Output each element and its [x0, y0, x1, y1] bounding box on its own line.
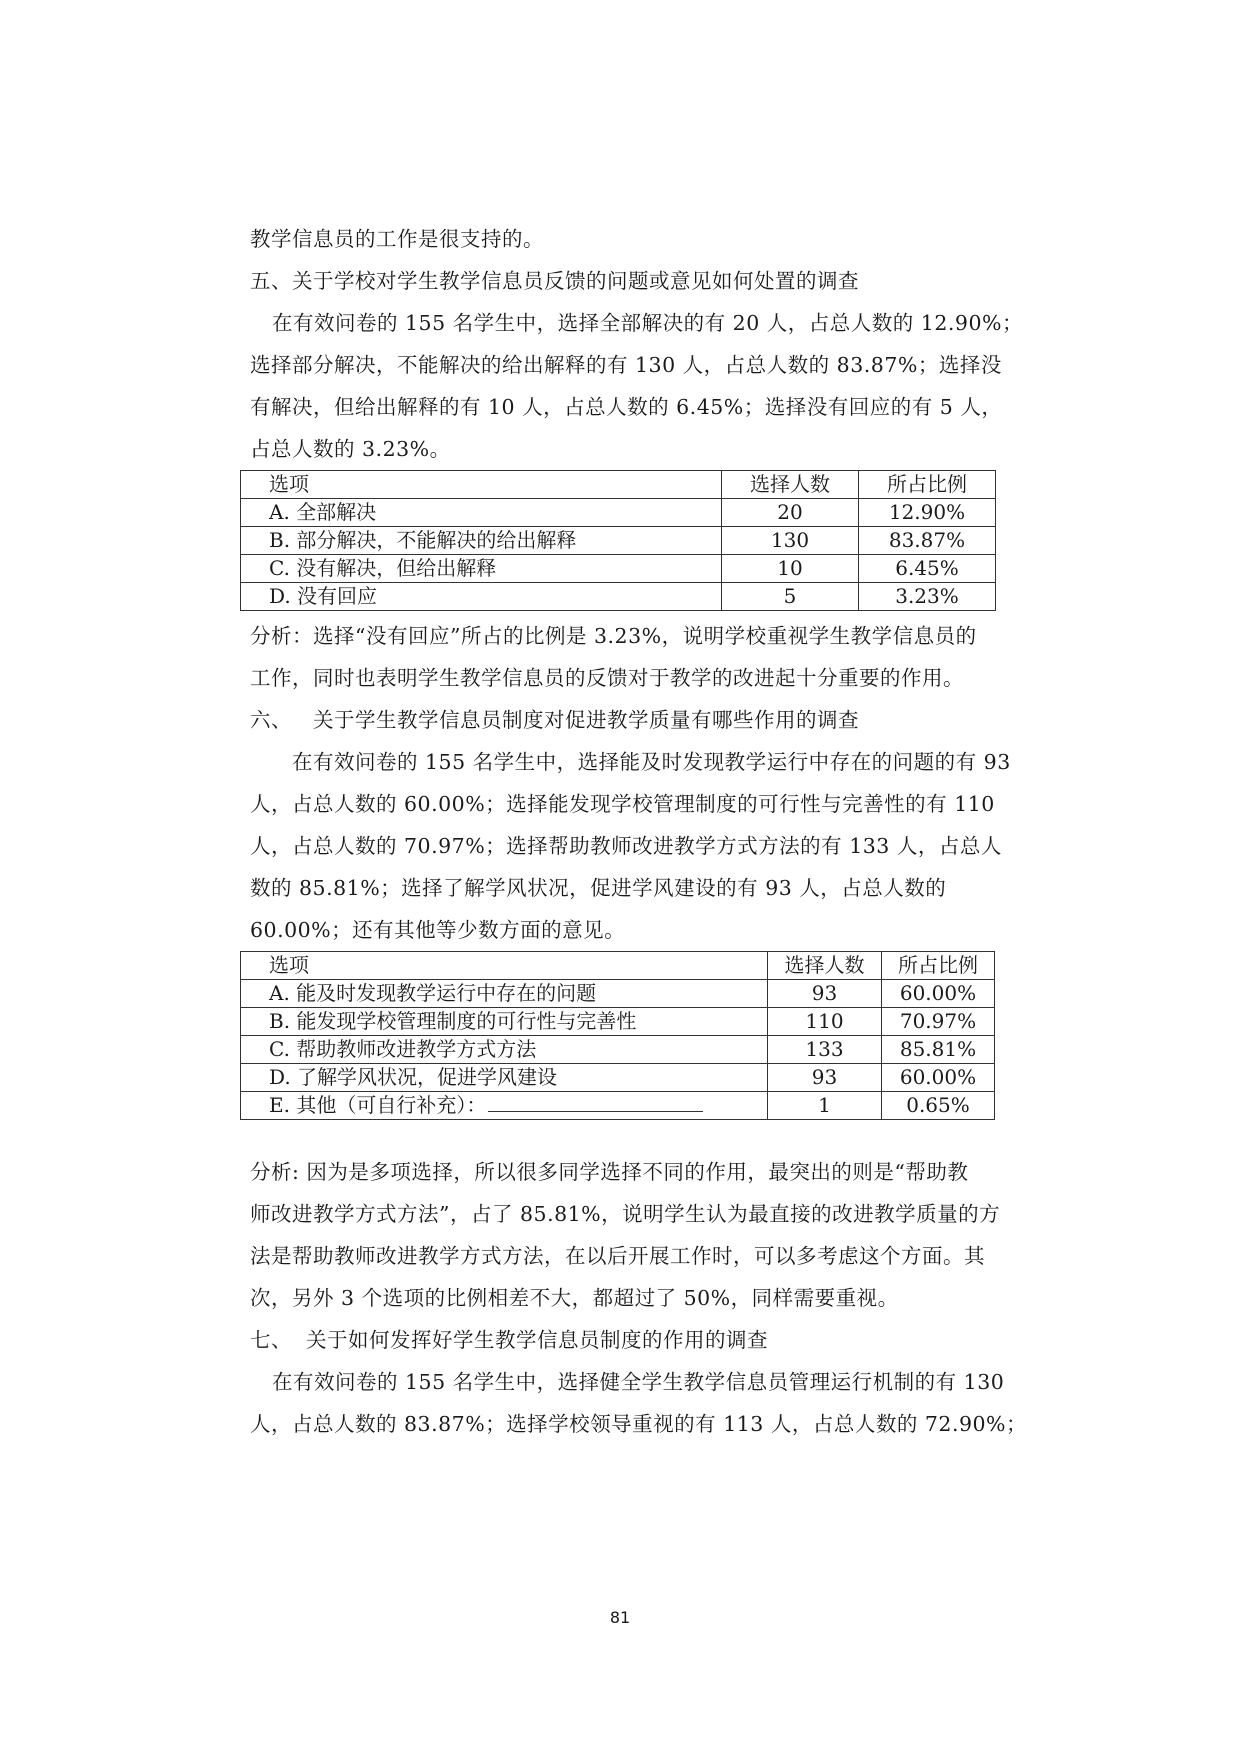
section-heading-6: 六、 关于学生教学信息员制度对促进教学质量有哪些作用的调查: [250, 708, 860, 732]
page-number: 81: [609, 1608, 631, 1627]
option-cell: D. 了解学风状况，促进学风建设: [241, 1064, 768, 1092]
table-header-row: [241, 952, 995, 980]
text-line: 占总人数的 3.23%。: [250, 437, 451, 461]
percent-cell: 3.23%: [859, 583, 996, 611]
analysis-text: 分析：选择“没有回应”所占的比例是 3.23%，说明学校重视学生教学信息员的: [250, 624, 977, 648]
percent-cell: 60.00%: [882, 980, 995, 1008]
text-line: 60.00%；还有其他等少数方面的意见。: [250, 918, 626, 942]
header-cell: 所占比例: [859, 471, 996, 499]
table-row: [241, 1008, 995, 1036]
option-cell: A. 全部解决: [241, 499, 722, 527]
percent-cell: 0.65%: [882, 1092, 995, 1120]
analysis-text: 工作，同时也表明学生教学信息员的反馈对于教学的改进起十分重要的作用。: [250, 666, 964, 690]
header-cell: 选项: [241, 471, 722, 499]
count-cell: 93: [768, 1064, 882, 1092]
analysis-text: 次，另外 3 个选项的比例相差不大，都超过了 50%，同样需要重视。: [250, 1286, 899, 1310]
text-line: 人，占总人数的 83.87%；选择学校领导重视的有 113 人，占总人数的 72.90%；: [250, 1412, 1028, 1436]
analysis-text: 法是帮助教师改进教学方式方法，在以后开展工作时，可以多考虑这个方面。其: [250, 1244, 985, 1268]
analysis-text: 师改进教学方式方法”，占了 85.81%，说明学生认为最直接的改进教学质量的方: [250, 1202, 1001, 1226]
option-text: E. 其他（可自行补充）：: [269, 1093, 487, 1117]
text-line: 在有效问卷的 155 名学生中，选择健全学生教学信息员管理运行机制的有 130: [272, 1370, 1005, 1394]
percent-cell: 70.97%: [882, 1008, 995, 1036]
percent-cell: 6.45%: [859, 555, 996, 583]
table-row: [241, 1036, 995, 1064]
fill-in-blank: [488, 1093, 703, 1112]
option-cell: B. 能发现学校管理制度的可行性与完善性: [241, 1008, 768, 1036]
table-header-row: [241, 471, 996, 499]
text-line: 在有效问卷的 155 名学生中，选择全部解决的有 20 人，占总人数的 12.90%；: [272, 311, 1023, 335]
percent-cell: 12.90%: [859, 499, 996, 527]
text-line: 人，占总人数的 70.97%；选择帮助教师改进教学方式方法的有 133 人，占总人: [250, 834, 1002, 858]
section-heading-7: 七、 关于如何发挥好学生教学信息员制度的作用的调查: [250, 1328, 769, 1352]
count-cell: 110: [768, 1008, 882, 1036]
percent-cell: 83.87%: [859, 527, 996, 555]
text-line: 有解决，但给出解释的有 10 人，占总人数的 6.45%；选择没有回应的有 5 人，: [250, 395, 1003, 419]
option-cell: D. 没有回应: [241, 583, 722, 611]
table-row: [241, 555, 996, 583]
text-line: 选择部分解决，不能解决的给出解释的有 130 人，占总人数的 83.87%；选择没: [250, 353, 1002, 377]
count-cell: 20: [722, 499, 859, 527]
survey-table-2: [240, 951, 995, 1120]
count-cell: 130: [722, 527, 859, 555]
option-cell: A. 能及时发现教学运行中存在的问题: [241, 980, 768, 1008]
header-cell: 选择人数: [768, 952, 882, 980]
count-cell: 5: [722, 583, 859, 611]
percent-cell: 85.81%: [882, 1036, 995, 1064]
analysis-text: 分析: 因为是多项选择，所以很多同学选择不同的作用，最突出的则是“帮助教: [250, 1160, 969, 1184]
table-row: [241, 499, 996, 527]
count-cell: 1: [768, 1092, 882, 1120]
survey-table-1: [240, 470, 996, 611]
header-cell: 选择人数: [722, 471, 859, 499]
text-line: 人，占总人数的 60.00%；选择能发现学校管理制度的可行性与完善性的有 110: [250, 792, 995, 816]
table-row: [241, 1092, 995, 1120]
table-row: [241, 980, 995, 1008]
header-cell: 选项: [241, 952, 768, 980]
table-row: [241, 583, 996, 611]
section-heading-5: 五、关于学校对学生教学信息员反馈的问题或意见如何处置的调查: [250, 269, 859, 293]
text-line: 教学信息员的工作是很支持的。: [250, 227, 544, 251]
option-cell: C. 没有解决，但给出解释: [241, 555, 722, 583]
header-cell: 所占比例: [882, 952, 995, 980]
option-cell: [241, 1092, 768, 1120]
text-line: 数的 85.81%；选择了解学风状况，促进学风建设的有 93 人，占总人数的: [250, 876, 947, 900]
table-row: [241, 527, 996, 555]
count-cell: 10: [722, 555, 859, 583]
percent-cell: 60.00%: [882, 1064, 995, 1092]
count-cell: 93: [768, 980, 882, 1008]
count-cell: 133: [768, 1036, 882, 1064]
option-cell: B. 部分解决，不能解决的给出解释: [241, 527, 722, 555]
table-row: [241, 1064, 995, 1092]
option-cell: C. 帮助教师改进教学方式方法: [241, 1036, 768, 1064]
text-line: 在有效问卷的 155 名学生中，选择能及时发现教学运行中存在的问题的有 93: [292, 750, 1011, 774]
